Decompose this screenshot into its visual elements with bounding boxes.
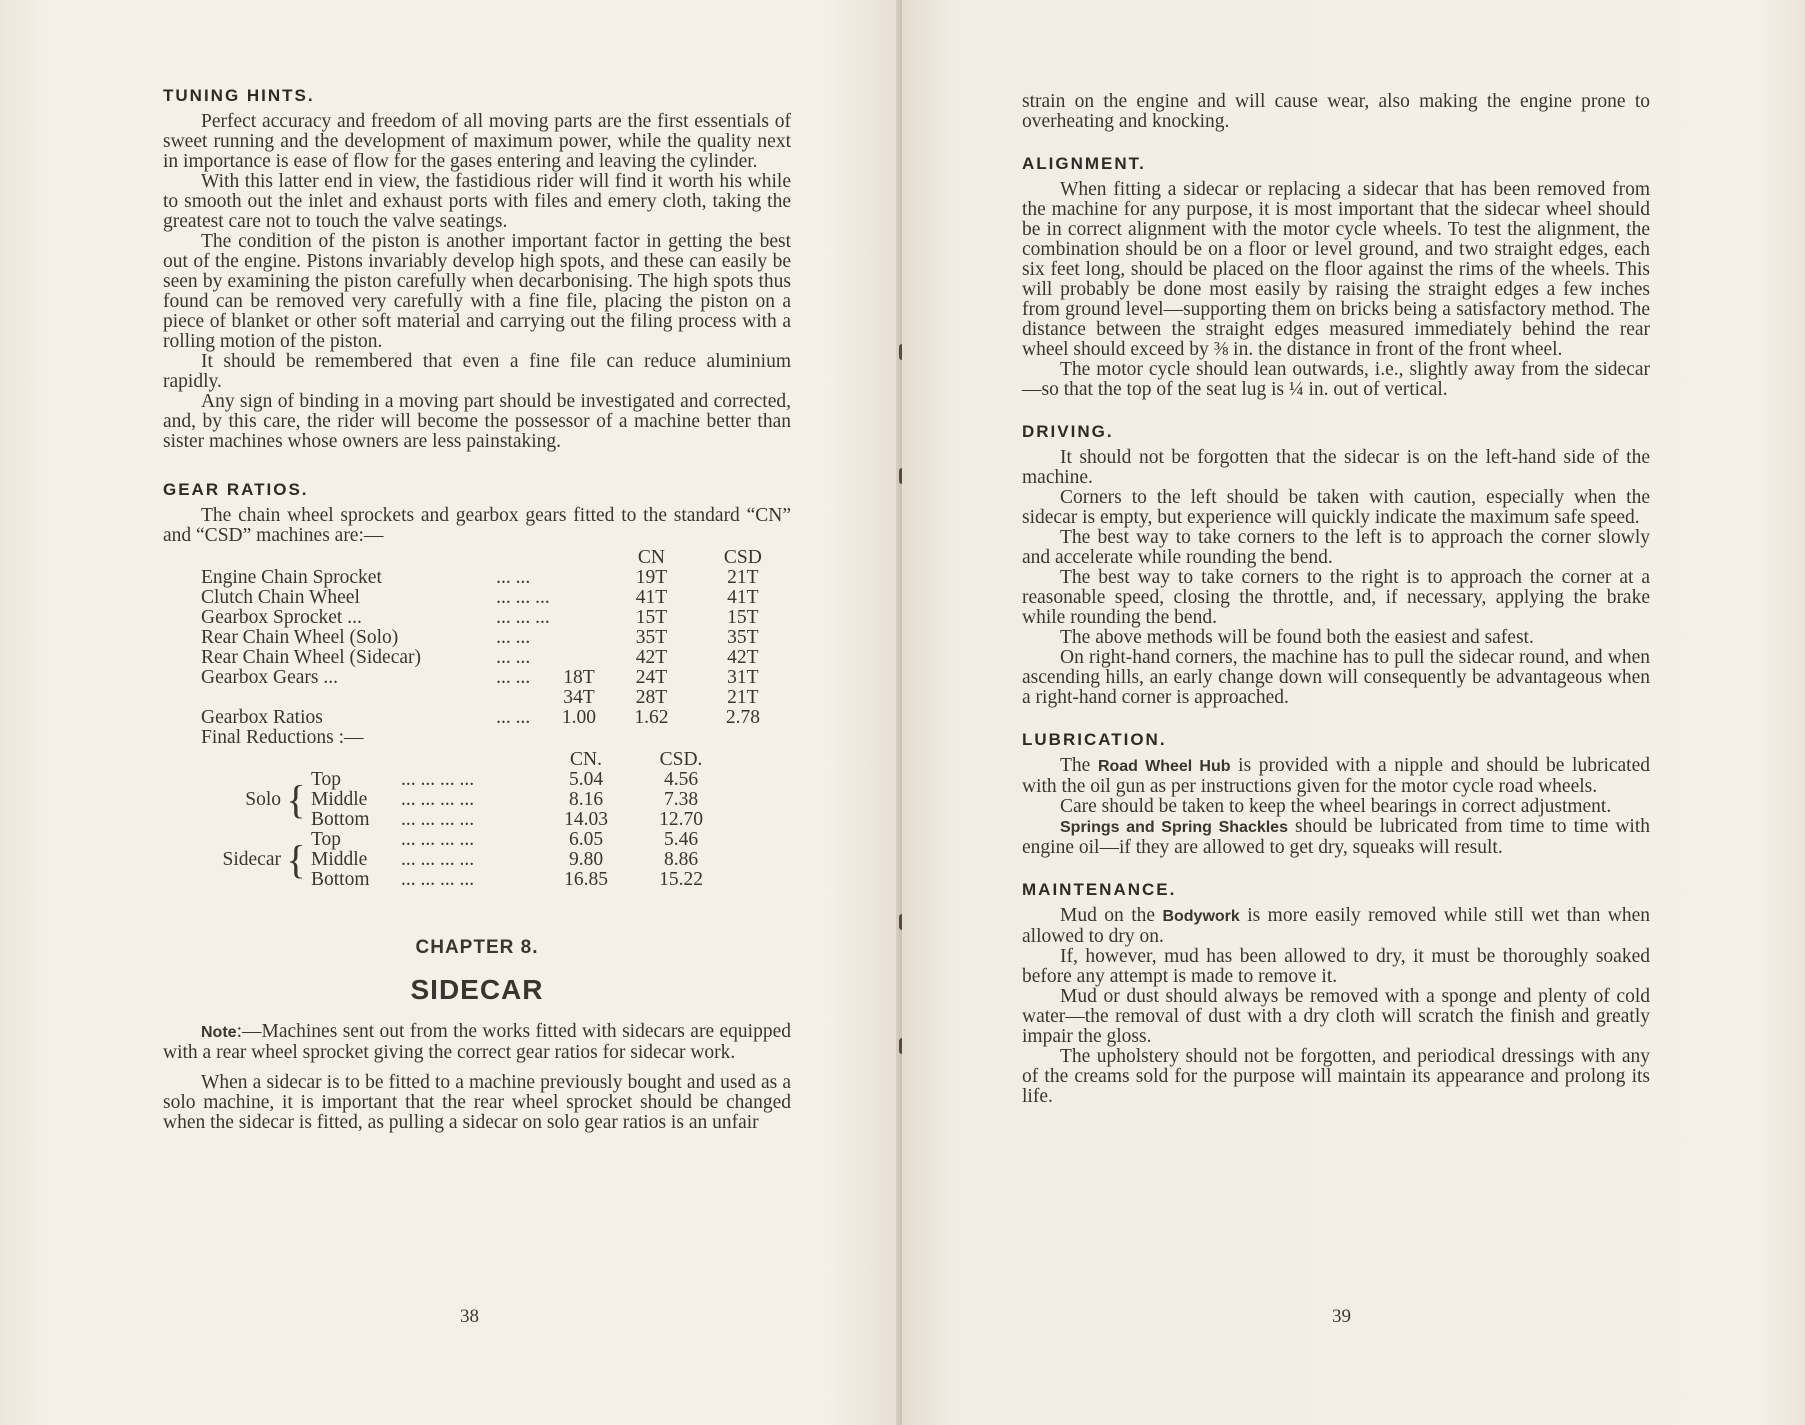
paragraph xyxy=(1022,906,1650,947)
cell-csd: 4.56 xyxy=(663,769,699,790)
paragraph: strain on the engine and will cause wear, also making the engine prone to overheating and knocking. xyxy=(1022,91,1650,132)
text: The xyxy=(1060,755,1098,776)
table-row xyxy=(201,608,791,628)
dots: ... ... xyxy=(496,647,531,668)
dots: ... ... xyxy=(496,707,531,728)
col-header-csd: CSD xyxy=(723,547,762,568)
cell-cn: 9.80 xyxy=(568,849,604,870)
row-label: Gearbox Gears ... xyxy=(201,667,338,688)
heading-lubrication: LUBRICATION. xyxy=(1022,730,1167,749)
paragraph: The condition of the piston is another important factor in getting the best out of the engine. Pistons invariably develop high spots, and these can easily be seen by examining the piston carefully when decarbonising. The high spots thus found can be removed very carefully with a fine file, placing the piston on a piece of blanket or other soft material and carrying out the filing process with a rolling motion of the piston. xyxy=(163,231,791,352)
gear-name: Bottom xyxy=(311,869,370,890)
dots: ... ... ... xyxy=(496,587,550,608)
dots: ... ... ... ... xyxy=(401,789,475,810)
heading-gear-ratios: GEAR RATIOS. xyxy=(163,480,309,499)
dots xyxy=(496,688,550,708)
dots: ... ... ... xyxy=(496,607,550,628)
cell xyxy=(550,648,608,668)
paragraph: The best way to take corners to the right is to approach the corner at a reasonable speed, closing the throttle, and, if necessary, applying the brake while rounding the bend. xyxy=(1022,567,1650,628)
paragraph: With this latter end in view, the fastidious rider will find it worth his while to smooth out the inlet and exhaust ports with files and emery cloth, taking the greatest care not to touch the valve seatings. xyxy=(163,171,791,232)
row-label: Clutch Chain Wheel xyxy=(201,587,360,608)
cell-cn: 35T xyxy=(635,627,668,648)
paragraph xyxy=(1022,756,1650,797)
heading-driving: DRIVING. xyxy=(1022,422,1114,441)
text: is more easily removed while still wet than when allowed to dry on. xyxy=(1022,905,1650,947)
page-number-right: 39 xyxy=(1332,1306,1351,1327)
paragraph: Care should be taken to keep the wheel bearings in correct adjustment. xyxy=(1060,796,1612,817)
cell-csd: 35T xyxy=(727,627,759,648)
text: is provided with a nipple and should be lubricated with the oil gun as per instructions given for the motor cycle road wheels. xyxy=(1022,755,1650,797)
cell-cn: 14.03 xyxy=(564,809,608,830)
paragraph: It should not be forgotten that the sidecar is on the left-hand side of the machine. xyxy=(1022,447,1650,488)
note-label: Note xyxy=(201,1024,237,1041)
paragraph: If, however, mud has been allowed to dry, it must be thoroughly soaked before any attempt is made to remove it. xyxy=(1022,946,1650,987)
cell-cn: 8.16 xyxy=(568,789,604,810)
paragraph: It should be remembered that even a fine file can reduce aluminium rapidly. xyxy=(163,351,791,392)
dots: ... ... xyxy=(496,567,531,588)
row-label xyxy=(201,688,496,708)
cell-cn: 6.05 xyxy=(568,829,604,850)
cell-csd: 42T xyxy=(727,647,759,668)
cell: 1.00 xyxy=(561,707,597,728)
dots: ... ... ... ... xyxy=(401,849,475,870)
cell: 18T xyxy=(563,667,595,688)
paragraph: When fitting a sidecar or replacing a sidecar that has been removed from the machine for any purpose, it is most important that the sidecar wheel should be in correct alignment with the motor cycle wheels. To test the alignment, the combination should be on a floor or level ground, and two straight edges, each six feet long, should be placed on the floor against the rims of the wheels. This will probably be done most easily by raising the straight edges a few inches from ground level—supporting them on bricks being a satisfactory method. The distance between the straight edges measured immediately behind the rear wheel should exceed by ⅜ in. the distance in front of the front wheel. xyxy=(1022,179,1650,360)
cell-cn: 1.62 xyxy=(634,707,669,728)
brace: { xyxy=(286,777,306,822)
paragraph: On right-hand corners, the machine has to pull the sidecar round, and when ascending hills, an early change down will consequently be advantageous when a right-hand corner is approached. xyxy=(1022,647,1650,708)
table-row xyxy=(201,688,791,708)
cell-csd: 8.86 xyxy=(663,849,699,870)
table-row xyxy=(201,648,791,668)
cell-csd: 2.78 xyxy=(725,707,760,728)
table-row xyxy=(201,708,791,728)
cell-cn: 5.04 xyxy=(568,769,604,790)
table-row xyxy=(201,568,791,588)
cell xyxy=(550,608,608,628)
final-reductions-label: Final Reductions :— xyxy=(201,727,364,748)
paragraph: The best way to take corners to the left is to approach the corner slowly and accelerate while rounding the bend. xyxy=(1022,527,1650,568)
col-header-cn: CN xyxy=(637,547,666,568)
cell-csd: 15T xyxy=(727,607,759,628)
gear-name: Top xyxy=(311,829,342,850)
row-label: Engine Chain Sprocket xyxy=(201,567,382,588)
col-header-csd: CSD. xyxy=(659,749,703,770)
cell xyxy=(550,628,608,648)
table-row xyxy=(201,628,791,648)
cell-csd: 7.38 xyxy=(663,789,699,810)
gear-name: Middle xyxy=(311,789,368,810)
bold-term: Road Wheel Hub xyxy=(1097,758,1231,775)
chapter-label: CHAPTER 8. xyxy=(415,937,539,958)
gear-table xyxy=(201,548,791,748)
heading-tuning-hints: TUNING HINTS. xyxy=(163,86,315,105)
dots: ... ... ... ... xyxy=(401,829,475,850)
paragraph: Any sign of binding in a moving part should be investigated and corrected, and, by this care, the rider will become the possessor of a machine better than sister machines whose owners are less painstaking. xyxy=(163,391,791,452)
cell-cn: 24T xyxy=(635,667,668,688)
cell-cn: 28T xyxy=(635,687,668,708)
text: Mud on the xyxy=(1060,905,1163,926)
bold-term: Springs and Spring Shackles xyxy=(1060,819,1288,836)
cell-cn: 15T xyxy=(635,607,668,628)
dots: ... ... xyxy=(496,667,531,688)
dots: ... ... ... ... xyxy=(401,809,475,830)
col-header-cn: CN. xyxy=(570,749,602,770)
heading-alignment: ALIGNMENT. xyxy=(1022,154,1146,173)
cell xyxy=(550,588,608,608)
text: should be lubricated from time to time with engine oil—if they are allowed to get dry, squeaks will result. xyxy=(1022,816,1650,858)
table-row xyxy=(201,770,731,790)
gear-name: Top xyxy=(311,769,342,790)
cell-cn: 16.85 xyxy=(564,869,608,890)
right-column xyxy=(1022,92,1650,1107)
row-label: Rear Chain Wheel (Sidecar) xyxy=(201,647,422,668)
final-reductions-table xyxy=(201,750,731,890)
page-number-left: 38 xyxy=(460,1306,479,1327)
cell-csd: 31T xyxy=(727,667,759,688)
left-page xyxy=(0,0,902,1425)
bold-term: Bodywork xyxy=(1162,908,1240,925)
paragraph: The chain wheel sprockets and gearbox gears fitted to the standard “CN” and “CSD” machines are:— xyxy=(163,505,791,546)
paragraph: When a sidecar is to be fitted to a machine previously bought and used as a solo machine, it is important that the rear wheel sprocket should be changed when the sidecar is fitted, as pulling a sidecar on solo gear ratios is an unfair xyxy=(163,1072,791,1133)
row-label: Gearbox Sprocket ... xyxy=(201,607,362,628)
dots: ... ... ... ... xyxy=(401,869,475,890)
heading-maintenance: MAINTENANCE. xyxy=(1022,880,1177,899)
sidecar-label: Sidecar xyxy=(222,849,281,870)
table-row xyxy=(201,588,791,608)
right-page xyxy=(902,0,1805,1425)
gear-name: Bottom xyxy=(311,809,370,830)
cell-csd: 21T xyxy=(727,687,759,708)
cell-csd: 21T xyxy=(727,567,759,588)
brace: { xyxy=(286,837,306,882)
paragraph xyxy=(1022,817,1650,858)
paragraph: The above methods will be found both the easiest and safest. xyxy=(1060,627,1534,648)
cell-csd: 15.22 xyxy=(659,869,703,890)
cell-csd: 41T xyxy=(727,587,759,608)
cell: 34T xyxy=(563,687,595,708)
gear-name: Middle xyxy=(311,849,368,870)
paragraph: The upholstery should not be forgotten, and periodical dressings with any of the creams sold for the purpose will maintain its appearance and prolong its life. xyxy=(1022,1046,1650,1107)
note-text: :—Machines sent out from the works fitted with sidecars are equipped with a rear wheel sprocket giving the correct gear ratios for sidecar work. xyxy=(163,1021,791,1063)
cell-csd: 12.70 xyxy=(659,809,703,830)
row-label: Gearbox Ratios xyxy=(201,707,323,728)
cell-cn: 42T xyxy=(635,647,668,668)
table-row xyxy=(201,668,791,688)
solo-label: Solo xyxy=(245,789,281,810)
cell xyxy=(550,568,608,588)
paragraph: Corners to the left should be taken with caution, especially when the sidecar is empty, but experience will quickly indicate the maximum safe speed. xyxy=(1022,487,1650,528)
cell-cn: 41T xyxy=(635,587,668,608)
paragraph: Mud or dust should always be removed with a sponge and plenty of cold water—the removal of dust with a dry cloth will scratch the finish and greatly impair the gloss. xyxy=(1022,986,1650,1047)
left-column xyxy=(163,86,791,1133)
row-label: Rear Chain Wheel (Solo) xyxy=(201,627,399,648)
paragraph: The motor cycle should lean outwards, i.e., slightly away from the sidecar—so that the top of the seat lug is ¼ in. out of vertical. xyxy=(1022,359,1650,400)
cell-cn: 19T xyxy=(635,567,668,588)
cell-csd: 5.46 xyxy=(663,829,699,850)
dots: ... ... xyxy=(496,627,531,648)
note-paragraph xyxy=(163,1022,791,1063)
table-row xyxy=(201,830,731,850)
dots: ... ... ... ... xyxy=(401,769,475,790)
chapter-title: SIDECAR xyxy=(410,974,544,1005)
paragraph: Perfect accuracy and freedom of all moving parts are the first essentials of sweet running and the development of maximum power, while the quality next in importance is ease of flow for the gases entering and leaving the cylinder. xyxy=(163,111,791,172)
